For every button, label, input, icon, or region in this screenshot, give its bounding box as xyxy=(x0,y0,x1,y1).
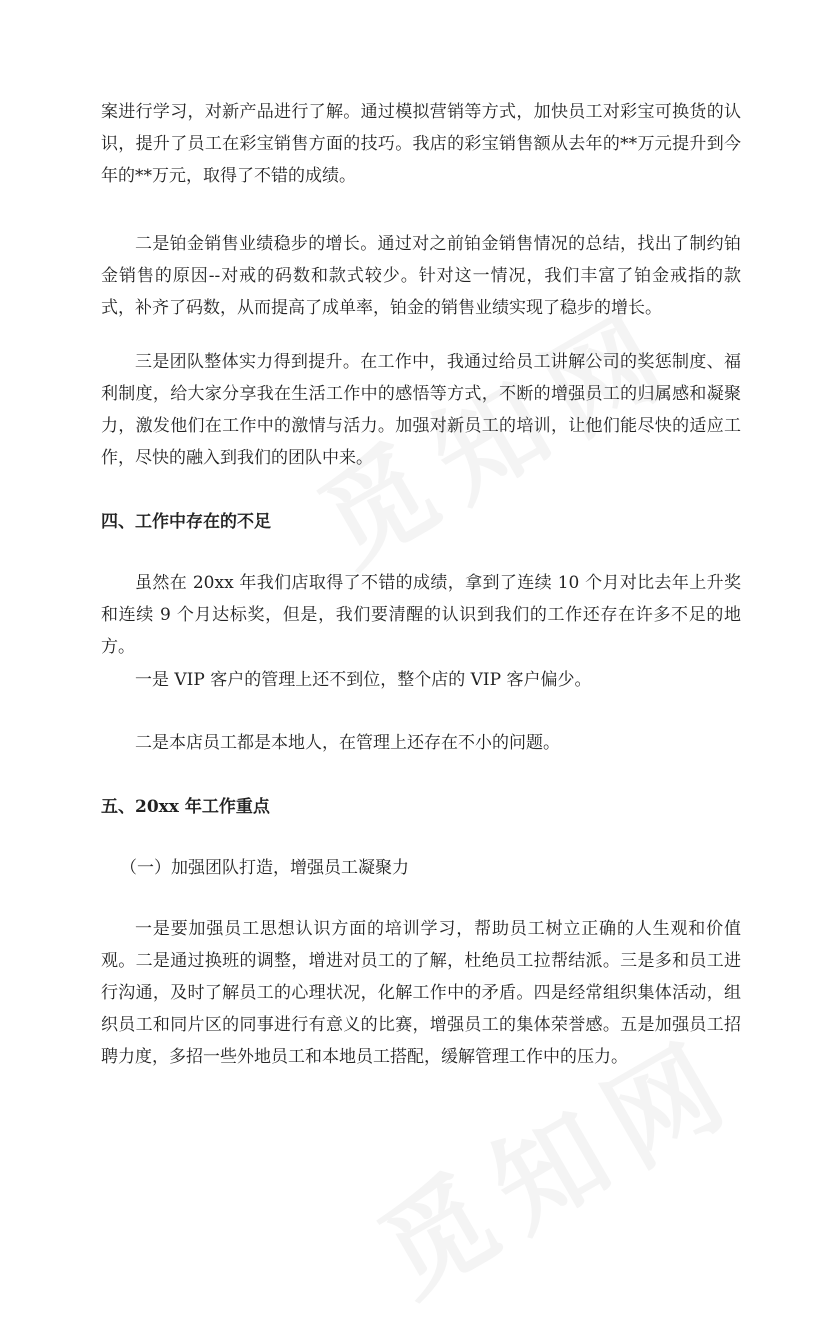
paragraph: 二是铂金销售业绩稳步的增长。通过对之前铂金销售情况的总结，找出了制约铂金销售的原因--对戒的码数和款式较少。针对这一情况，我们丰富了铂金戒指的款式，补齐了码数，从而提高了成单率，铂金的销售业绩实现了稳步的增长。 xyxy=(101,234,741,318)
section-heading: 五、20xx 年工作重点 xyxy=(101,797,270,817)
section-heading: 四、工作中存在的不足 xyxy=(101,512,271,532)
paragraph: 二是本店员工都是本地人，在管理上还存在不小的问题。 xyxy=(135,733,560,753)
paragraph: 虽然在 20xx 年我们店取得了不错的成绩，拿到了连续 10 个月对比去年上升奖和连续 9 个月达标奖，但是，我们要清醒的认识到我们的工作还存在许多不足的地方。 xyxy=(101,573,741,657)
paragraph: 案进行学习，对新产品进行了解。通过模拟营销等方式，加快员工对彩宝可换货的认识，提升了员工在彩宝销售方面的技巧。我店的彩宝销售额从去年的**万元提升到今年的**万元，取得了不错的成绩。 xyxy=(101,102,741,186)
paragraph: 一是要加强员工思想认识方面的培训学习，帮助员工树立正确的人生观和价值观。二是通过换班的调整，增进对员工的了解，杜绝员工拉帮结派。三是多和员工进行沟通，及时了解员工的心理状况，化解工作中的矛盾。四是经常组织集体活动，组织员工和同片区的同事进行有意义的比赛，增强员工的集体荣誉感。五是加强员工招聘力度，多招一些外地员工和本地员工搭配，缓解管理工作中的压力。 xyxy=(101,919,741,1067)
paragraph: 一是 VIP 客户的管理上还不到位，整个店的 VIP 客户偏少。 xyxy=(135,670,592,690)
subsection-heading: （一）加强团队打造，增强员工凝聚力 xyxy=(120,858,409,878)
paragraph: 三是团队整体实力得到提升。在工作中，我通过给员工讲解公司的奖惩制度、福利制度，给大家分享我在生活工作中的感悟等方式，不断的增强员工的归属感和凝聚力，激发他们在工作中的激情与活力。加强对新员工的培训，让他们能尽快的适应工作，尽快的融入到我们的团队中来。 xyxy=(101,352,741,468)
